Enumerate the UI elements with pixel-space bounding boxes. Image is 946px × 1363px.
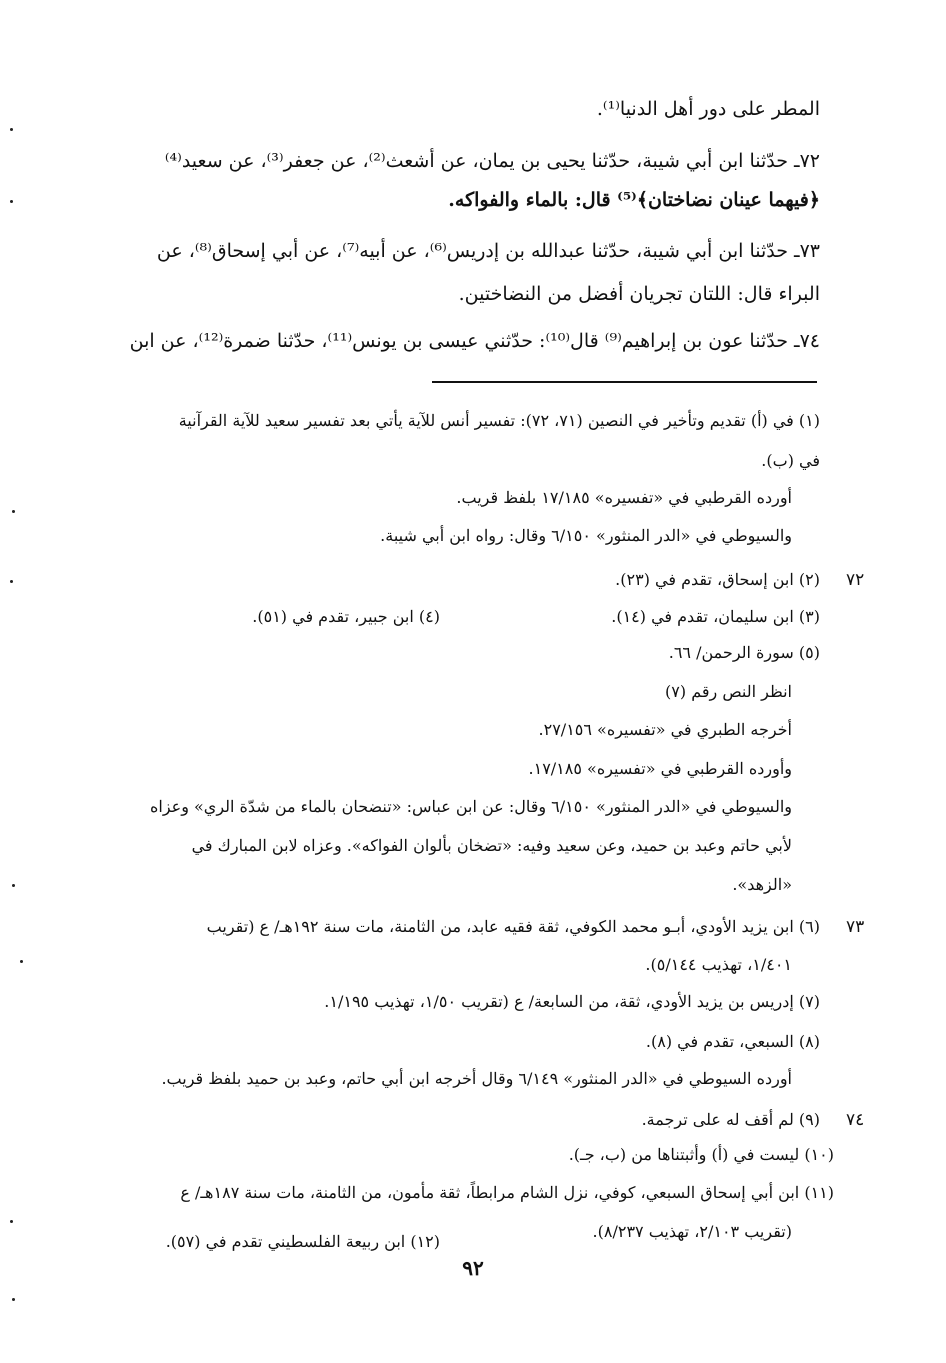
- footnote-line: في (ب).: [761, 451, 820, 470]
- footnote-group-number: ٧٢: [846, 570, 865, 590]
- footnote-line: والسيوطي في «الدر المنثور» ٦/١٥٠ وقال: عن ابن عباس: «تنضحان بالماء من شدّة الري» وعزاه: [149, 797, 792, 816]
- footnote-line: (٢) ابن إسحاق، تقدم في (٢٣).: [615, 570, 820, 589]
- scan-speck: [12, 884, 15, 887]
- scan-speck: [10, 1220, 13, 1223]
- footnote-line: أورده السيوطي في «الدر المنثور» ٦/١٤٩ وقال أخرجه ابن أبي حاتم، وعبد بن حميد بلفظ قريب.: [161, 1069, 792, 1088]
- footnote-line: (٥) سورة الرحمن/ ٦٦.: [668, 643, 820, 662]
- footnote-line: (٧) إدريس بن يزيد الأودي، ثقة، من السابعة/ ع (تقريب ١/٥٠، تهذيب ١/١٩٥.: [324, 992, 820, 1011]
- main-text-line: ٧٤ـ حدّثنا عون بن إبراهيم⁽⁹⁾ قال⁽¹⁰⁾: حدّثني عيسى بن يونس⁽¹¹⁾، حدّثنا ضمرة⁽¹²⁾، عن ابن: [129, 330, 820, 352]
- main-text-line: ٧٣ـ حدّثنا ابن أبي شيبة، حدّثنا عبدالله بن إدريس⁽⁶⁾، عن أبيه⁽⁷⁾، عن أبي إسحاق⁽⁸⁾، عن: [156, 240, 820, 262]
- scan-speck: [12, 510, 15, 513]
- page-number: ٩٢: [462, 1256, 484, 1280]
- footnote-line: والسيوطي في «الدر المنثور» ٦/١٥٠ وقال: رواه ابن أبي شيبة.: [380, 526, 792, 545]
- footnote-group-number: ٧٤: [846, 1110, 865, 1130]
- scan-speck: [10, 580, 13, 583]
- footnote-line: أورده القرطبي في «تفسيره» ١٧/١٨٥ بلفظ قريب.: [456, 488, 792, 507]
- scan-speck: [20, 960, 23, 963]
- footnote-line: (٨) السبعي، تقدم في (٨).: [645, 1032, 820, 1051]
- footnote-separator: [432, 381, 817, 383]
- footnote-line: (٤) ابن جبير، تقدم في (٥١).: [252, 607, 440, 626]
- footnote-line: (تقريب ٢/١٠٣، تهذيب ٨/٢٣٧).: [592, 1222, 792, 1241]
- scan-speck: [10, 200, 13, 203]
- footnote-line: وأورده القرطبي في «تفسيره» ١٧/١٨٥.: [528, 759, 792, 778]
- main-text-line: البراء قال: اللتان تجريان أفضل من النضاختين.: [458, 283, 820, 305]
- footnote-line: (٦) ابن يزيد الأودي، أبـو محمد الكوفي، ثقة فقيه عابد، من الثامنة، مات سنة ١٩٢هـ/ ع (تقريب: [206, 917, 820, 936]
- scan-speck: [10, 128, 13, 131]
- footnote-line: انظر النص رقم (٧): [665, 682, 792, 701]
- footnote-line: (١٢) ابن ربيعة الفلسطيني تقدم في (٥٧).: [165, 1232, 440, 1251]
- footnote-line: (٣) ابن سليمان، تقدم في (١٤).: [611, 607, 820, 626]
- footnote-line: أخرجه الطبري في «تفسيره» ٢٧/١٥٦.: [538, 720, 792, 739]
- main-text-line: المطر على دور أهل الدنيا⁽¹⁾.: [596, 98, 820, 120]
- footnote-group-number: ٧٣: [846, 917, 865, 937]
- footnote-line: «الزهد».: [732, 875, 792, 894]
- main-text-line: ٧٢ـ حدّثنا ابن أبي شيبة، حدّثنا يحيى بن يمان، عن أشعث⁽²⁾، عن جعفر⁽³⁾، عن سعيد⁽⁴⁾: [164, 150, 820, 172]
- main-text-line-quran: ﴿فيهما عينان نضاختان﴾⁽⁵⁾ قال: بالماء والفواكه.: [448, 189, 820, 211]
- footnote-line: لأبي حاتم وعبد بن حميد، وعن سعيد وفيه: «تضخان بألوان الفواكه». وعزاه لابن المبارك في: [191, 836, 792, 855]
- scan-speck: [12, 1298, 15, 1301]
- footnote-line: (١٠) ليست في (أ) وأثبتناها من (ب، جـ).: [568, 1145, 834, 1164]
- footnote-line: (٩) لم أقف له على ترجمة.: [641, 1110, 820, 1129]
- footnote-line: (١١) ابن أبي إسحاق السبعي، كوفي، نزل الشام مرابطاً، ثقة مأمون، من الثامنة، مات سنة ١٨٧هـ/ ع: [180, 1183, 834, 1202]
- footnote-line: (١) في (أ) تقديم وتأخير في النصين (٧١، ٧٢): تفسير أنس للآية يأتي بعد تفسير سعيد للآية القرآنية: [178, 411, 820, 430]
- footnote-line: ١/٤٠١، تهذيب ٥/١٤٤).: [645, 955, 792, 974]
